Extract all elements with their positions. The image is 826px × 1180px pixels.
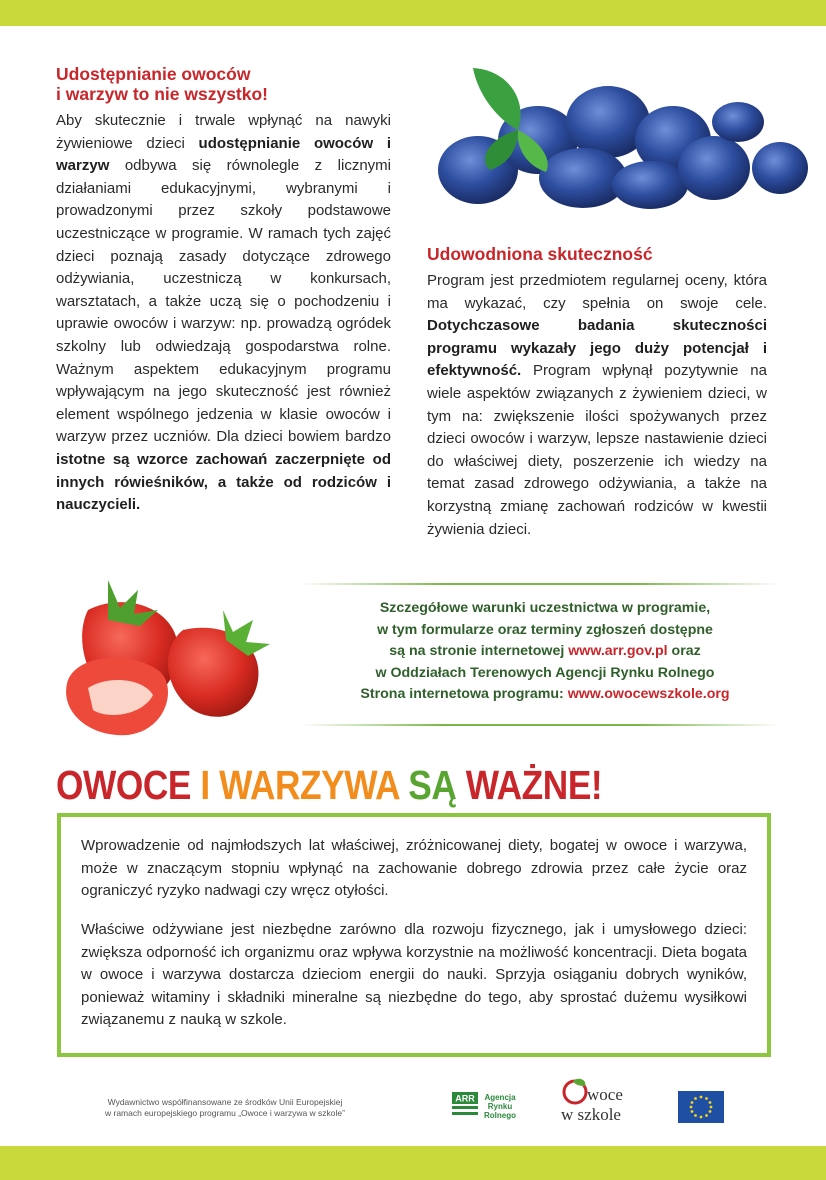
arr-logo-mark: ARR	[455, 1093, 475, 1104]
bottom-color-bar	[0, 1146, 826, 1180]
owoce-w-szkole-logo	[553, 1078, 653, 1130]
cofinancing-note: Wydawnictwo współfinansowane ze środków Unii Europejskiej w ramach europejskiego programu „Owoce i warzywa w szkole”	[105, 1097, 345, 1118]
divider-line-top	[300, 583, 780, 585]
section-body-sharing: Aby skutecznie i trwale wpłynąć na nawyki żywieniowe dzieci udostępnianie owoców i warzyw odbywa się równolegle z licznymi działaniami edukacyjnymi, wybranymi i prowadzonymi przez szkoły podstawowe uczestniczące w programie. W ramach tych zajęć dzieci poznają zasady dotyczące zdrowego odżywiania, uczestniczą w konkursach, warsztatach, a także uczą się o pochodzeniu i uprawie owoców i warzyw: np. prowadzą ogródek szkolny lub odwiedzają gospodarstwa rolne. Ważnym aspektem edukacyjnym programu wpływającym na jego skuteczność jest również element wspólnego jedzenia w klasie owoców i warzyw przez uczniów. Dla dzieci bowiem bardzo istotne są wzorce zachowań zaczerpnięte od innych rówieśników, a także od rodziców i nauczycieli.	[56, 112, 392, 514]
section-title-sharing: Udostępnianie owoców i warzyw to nie wszystko!	[56, 64, 268, 104]
strawberries-image	[48, 570, 298, 740]
importance-paragraph-1: Wprowadzenie od najmłodszych lat właściwej, zróżnicowanej diety, bogatej w owoce i warzywa, może w znaczącym stopniu wpłynąć na zachowanie dobrego zdrowia przez całe życie oraz ograniczyć ryzyko nadwagi czy wręcz otyłości.	[81, 837, 747, 900]
eu-flag-icon	[678, 1091, 724, 1123]
participation-info: Szczegółowe warunki uczestnictwa w programie, w tym formularze oraz terminy zgłoszeń dostępne są na stronie internetowej www.arr.gov.pl oraz w Oddziałach Terenowych Agencji Rynku Rolnego Strona internetowa programu: www.owocewszkole.org	[360, 600, 730, 702]
arr-logo-line3: Rolnego	[484, 1111, 516, 1120]
blueberries-image	[418, 60, 810, 210]
arr-logo	[452, 1090, 542, 1130]
section-title-effectiveness: Udowodniona skuteczność	[427, 244, 653, 264]
section-body-effectiveness: Program jest przedmiotem regularnej oceny, która ma wykazać, czy spełnia on swoje cele. Dotychczasowe badania skuteczności programu wykazały jego duży potencjał i efektywność. Program wpłynął pozytywnie na wiele aspektów związanych z żywieniem dzieci, w tym na: zwiększenie ilości spożywanych przez dzieci owoców i warzyw, lepsze nastawienie dzieci do właściwej diety, poszerzenie ich wiedzy na temat zasad zdrowego odżywiania, a także na korzystną zmianę zachowań rodziców w kwestii żywienia dzieci.	[427, 272, 767, 538]
importance-box	[57, 813, 771, 1057]
arr-logo-line2: Rynku	[487, 1102, 513, 1111]
arr-logo-line1: Agencja	[484, 1093, 516, 1102]
owoce-logo-word: woce	[587, 1085, 623, 1104]
section-proven-effectiveness	[427, 244, 767, 541]
main-headline: OWOCE I WARZYWA SĄ WAŻNE!	[56, 762, 603, 808]
top-color-bar	[0, 0, 826, 26]
importance-paragraph-2: Właściwe odżywiane jest niezbędne zarówno dla rozwoju fizycznego, jak i umysłowego dzieci: zwiększa odporność ich organizmu oraz wpływa korzystnie na możliwość koncentracji. Dieta bogata w owoce i warzywa dostarcza dzieciom energii do nauki. Sprzyja osiąganiu dobrych wyników, ponieważ witaminy i składniki mineralne są niezbędne do tego, aby sprostać dużemu wysiłkowi związanemu z nauką w szkole.	[81, 921, 747, 1029]
section-sharing-fruit	[56, 64, 391, 517]
divider-line-bottom	[300, 724, 780, 726]
program-website-link[interactable]: www.owocewszkole.org	[567, 686, 730, 702]
arr-website-link[interactable]: www.arr.gov.pl	[568, 643, 668, 659]
w-szkole-logo-word: w szkole	[561, 1105, 621, 1124]
